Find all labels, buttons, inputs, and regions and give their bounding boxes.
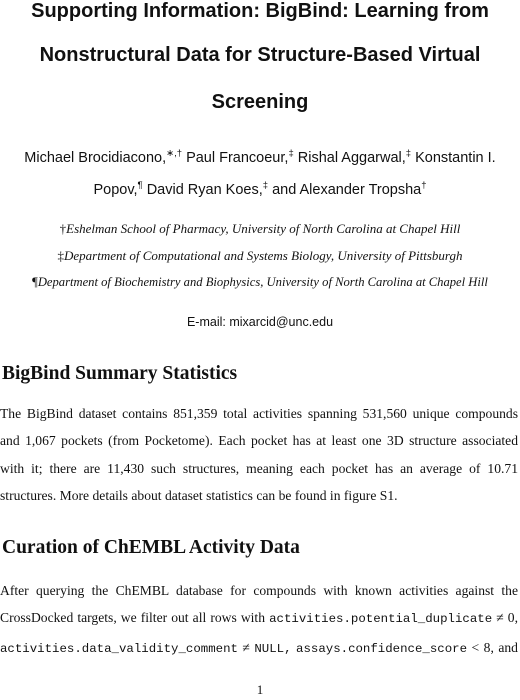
paragraph-line: and 1,067 pockets (from Pocketome). Each pocket has at least one 3D structure associated	[0, 433, 518, 449]
title-line-1: Supporting Information: BigBind: Learning from	[31, 0, 489, 22]
operator: < 8,	[471, 639, 494, 655]
summary-paragraph	[0, 400, 518, 509]
author-connector: and	[272, 182, 297, 198]
author-marks: ‡	[288, 148, 294, 159]
paragraph-line: The BigBind dataset contains 851,359 total activities spanning 531,560 unique compounds	[0, 406, 518, 421]
operator: ≠	[242, 639, 250, 655]
affiliation-3	[0, 275, 520, 290]
author-marks: †	[421, 180, 427, 191]
title-line-2: Nonstructural Data for Structure-Based Virtual	[39, 44, 481, 66]
author-marks: ¶	[137, 180, 143, 191]
affiliation-2	[0, 248, 520, 264]
author-name: Alexander Tropsha	[299, 182, 422, 198]
section-heading-summary: BigBind Summary Statistics	[2, 363, 238, 384]
operator: ≠ 0,	[496, 610, 518, 626]
author-name: Rishal Aggarwal,	[297, 150, 406, 166]
affiliation-mark: ‡	[57, 248, 64, 263]
author-name: Konstantin I.	[415, 150, 496, 166]
paragraph-line: After querying the ChEMBL database for compounds with known activities against the	[0, 583, 518, 598]
text-run: and	[498, 639, 518, 655]
author-marks: ∗,†	[166, 148, 183, 159]
text-run: CrossDocked targets, we filter out all rows with	[0, 610, 266, 626]
paragraph-line	[0, 604, 518, 633]
author-list	[0, 144, 520, 204]
author-name: David Ryan Koes,	[146, 182, 263, 198]
code-field: activities.data_validity_comment	[0, 641, 238, 656]
section-heading-curation: Curation of ChEMBL Activity Data	[2, 537, 300, 558]
author-marks: ‡	[262, 180, 269, 191]
paragraph-line: with it; there are 11,430 such structures, meaning each pocket has an average of 10.71	[0, 460, 518, 476]
page-number: 1	[256, 682, 264, 697]
author-marks: ‡	[405, 148, 412, 159]
paragraph-line	[0, 634, 518, 663]
affiliation-1	[0, 221, 520, 237]
affiliation-text: Eshelman School of Pharmacy, University of North Carolina at Chapel Hill	[66, 221, 461, 236]
contact-email: E-mail: mixarcid@unc.edu	[186, 315, 334, 329]
code-field: assays.confidence_score	[296, 641, 468, 656]
code-field: NULL,	[254, 641, 292, 656]
author-line-2	[0, 176, 520, 204]
affiliation-mark: ¶	[32, 275, 38, 289]
author-name: Michael Brocidiacono,	[24, 150, 167, 166]
author-line-1	[0, 144, 520, 172]
affiliation-text: Department of Biochemistry and Biophysics, University of North Carolina at Chapel Hill	[37, 275, 488, 289]
code-field: activities.potential_duplicate	[269, 612, 493, 627]
title-line-3: Screening	[211, 91, 309, 113]
affiliation-mark: †	[59, 221, 67, 236]
affiliation-text: Department of Computational and Systems Biology, University of Pittsburgh	[63, 248, 463, 263]
paragraph-line: structures. More details about dataset statistics can be found in figure S1.	[0, 487, 398, 503]
author-name: Popov,	[93, 182, 138, 198]
curation-paragraph	[0, 577, 518, 663]
author-name: Paul Francoeur,	[186, 150, 289, 166]
